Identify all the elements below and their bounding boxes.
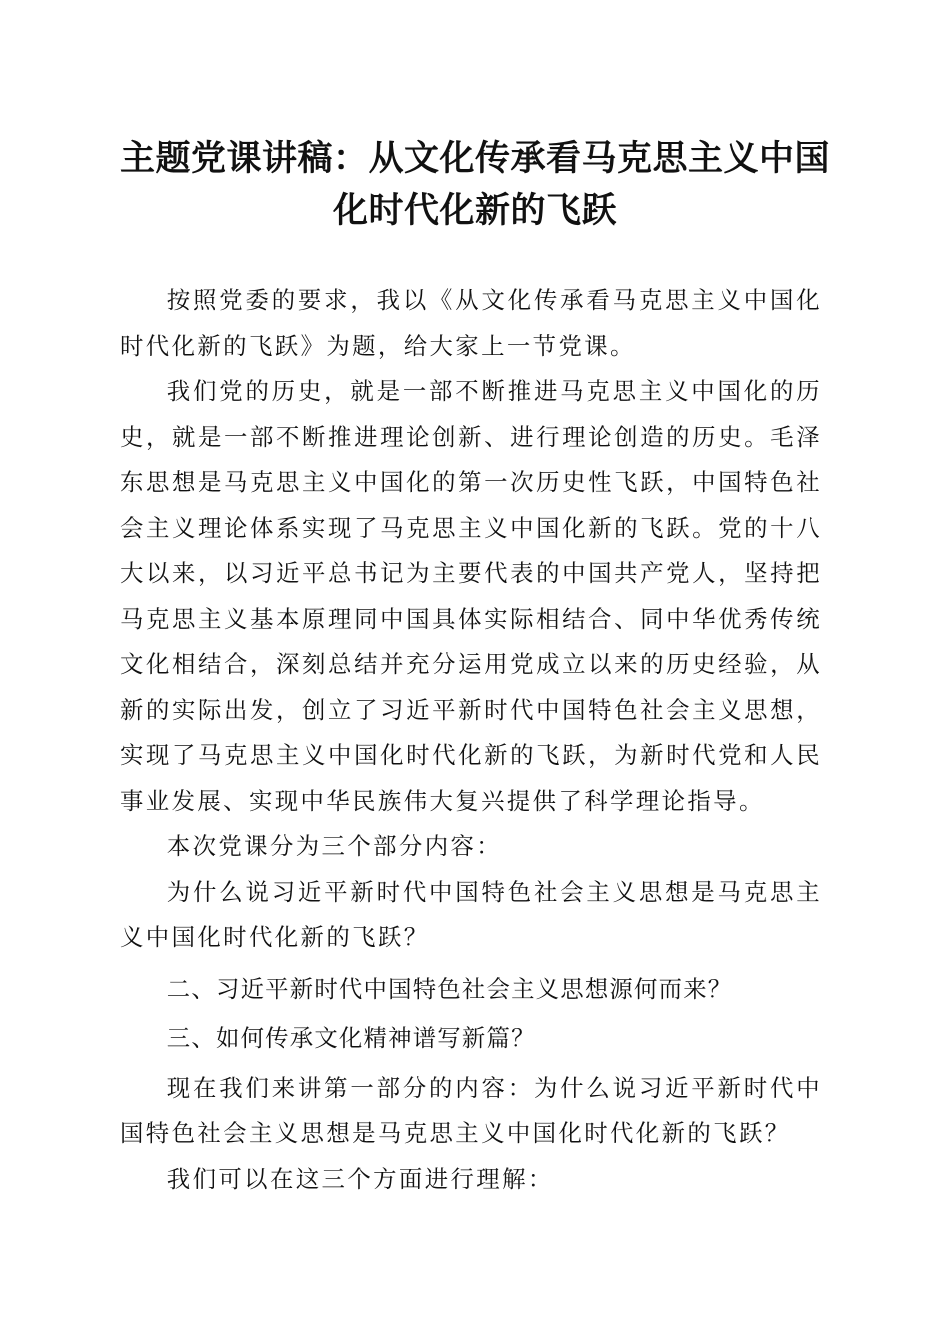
- paragraph-intro: 按照党委的要求，我以《从文化传承看马克思主义中国化时代化新的飞跃》为题，给大家上一节党课。: [120, 286, 822, 360]
- document-title: [110, 133, 840, 237]
- paragraph-outline: 本次党课分为三个部分内容：: [166, 832, 503, 860]
- paragraph-part-one-start: 现在我们来讲第一部分的内容：为什么说习近平新时代中国特色社会主义思想是马克思主义中国化时代化新的飞跃？: [120, 1073, 822, 1147]
- paragraph-part-one: 为什么说习近平新时代中国特色社会主义思想是马克思主义中国化时代化新的飞跃？: [120, 877, 822, 951]
- title-line-2: 化时代化新的飞跃: [332, 190, 617, 231]
- section-heading-two: 二、习近平新时代中国特色社会主义思想源何而来？: [166, 974, 733, 1003]
- paragraph-three-aspects: 我们可以在这三个方面进行理解：: [166, 1164, 554, 1193]
- document-body: [120, 278, 822, 1202]
- title-line-1: 主题党课讲稿：从文化传承看马克思主义中国: [119, 138, 830, 179]
- paragraph-history: 我们党的历史，就是一部不断推进马克思主义中国化的历史，就是一部不断推进理论创新、进行理论创造的历史。毛泽东思想是马克思主义中国化的第一次历史性飞跃，中国特色社会主义理论体系实现了马克思主义中国化新的飞跃。党的十八大以来，以习近平总书记为主要代表的中国共产党人，坚持把马克思主义基本原理同中国具体实际相结合、同中华优秀传统文化相结合，深刻总结并充分运用党成立以来的历史经验，从新的实际出发，创立了习近平新时代中国特色社会主义思想，实现了马克思主义中国化时代化新的飞跃，为新时代党和人民事业发展、实现中华民族伟大复兴提供了科学理论指导。: [120, 377, 822, 815]
- section-heading-three: 三、如何传承文化精神谱写新篇？: [166, 1024, 536, 1052]
